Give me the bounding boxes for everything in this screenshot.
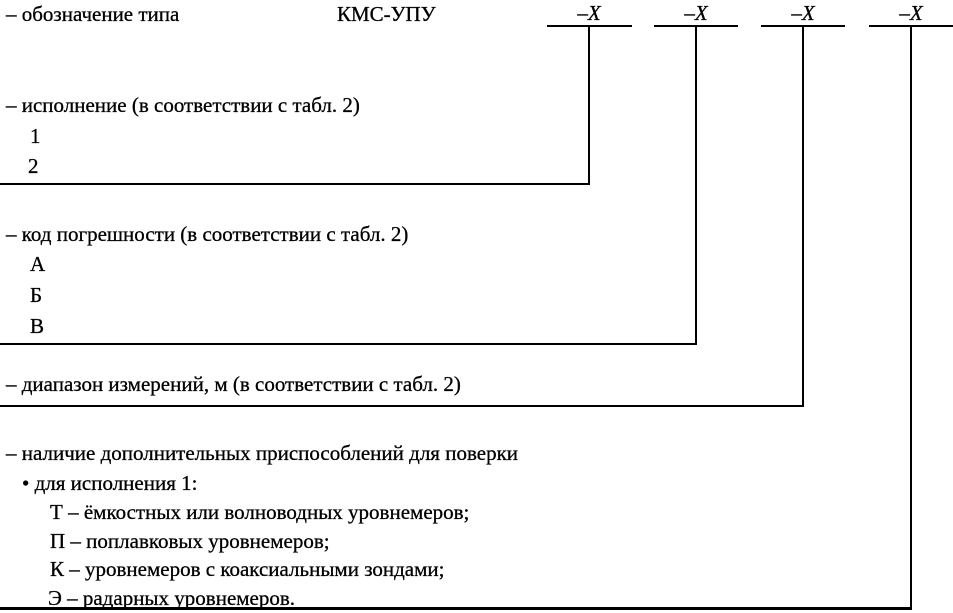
connector-vertical-4 — [910, 25, 912, 610]
placeholder-x-2: –Х — [684, 1, 708, 25]
section-accessories-option-p: П – поплавковых уровнемеров; — [50, 529, 330, 553]
section-accessories-option-t: Т – ёмкостных или волноводных уровнемеров; — [50, 500, 470, 524]
section-accessories-option-e: Э – радарных уровнемеров. — [48, 586, 296, 610]
section-ispolnenie-title: – исполнение (в соответствии с табл. 2) — [6, 93, 360, 117]
connector-horizontal-2 — [0, 343, 697, 345]
section-ispolnenie-option-2: 2 — [28, 154, 39, 178]
type-label: – обозначение типа — [6, 2, 180, 26]
connector-horizontal-3 — [0, 405, 804, 407]
type-code: КМС-УПУ — [337, 2, 436, 26]
connector-horizontal-1 — [0, 183, 590, 185]
connector-vertical-3 — [802, 25, 804, 407]
section-ispolnenie-option-1: 1 — [30, 124, 41, 148]
connector-vertical-1 — [588, 25, 590, 185]
placeholder-x-1: –Х — [577, 1, 601, 25]
section-error-code-option-a: А — [30, 252, 46, 276]
section-range-title: – диапазон измерений, м (в соответствии с табл. 2) — [6, 372, 461, 396]
connector-vertical-2 — [695, 25, 697, 345]
section-error-code-title: – код погрешности (в соответствии с табл. 2) — [6, 222, 409, 246]
section-accessories-bullet: • для исполнения 1: — [22, 471, 198, 495]
placeholder-x-3: –Х — [791, 1, 815, 25]
section-error-code-option-b: Б — [30, 283, 43, 307]
section-accessories-title: – наличие дополнительных приспособлений для поверки — [6, 441, 519, 465]
placeholder-x-4: –Х — [899, 1, 923, 25]
section-accessories-option-k: К – уровнемеров с коаксиальными зондами; — [50, 557, 445, 581]
section-error-code-option-v: В — [30, 314, 45, 338]
